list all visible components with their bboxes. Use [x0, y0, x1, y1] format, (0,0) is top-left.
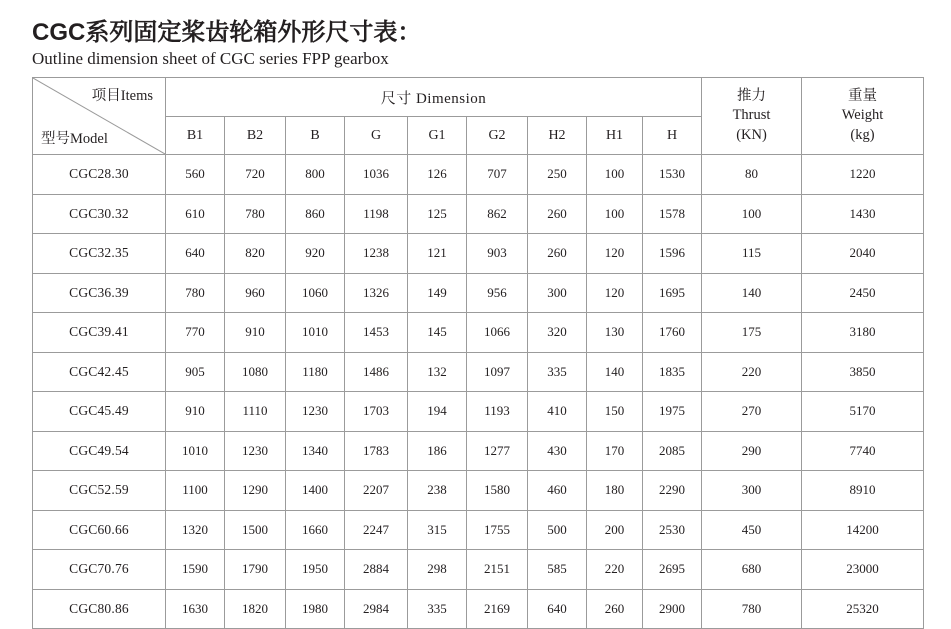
corner-header-cell [33, 78, 166, 155]
cell-h1: 100 [587, 155, 643, 195]
cell-b1: 1630 [166, 589, 225, 629]
column-header-b1: B1 [166, 117, 225, 155]
cell-h: 1760 [643, 313, 702, 353]
column-header-h1: H1 [587, 117, 643, 155]
cell-b1: 1100 [166, 471, 225, 511]
cell-thrust: 270 [702, 392, 802, 432]
cell-h1: 120 [587, 234, 643, 274]
weight-header-line3: (kg) [850, 126, 875, 143]
cell-h: 2695 [643, 550, 702, 590]
column-header-h2: H2 [528, 117, 587, 155]
column-header-b2: B2 [225, 117, 286, 155]
cell-g2: 2151 [467, 550, 528, 590]
weight-header-line1: 重量 [848, 87, 877, 104]
cell-thrust: 450 [702, 510, 802, 550]
table-body [33, 155, 924, 629]
cell-g1: 132 [408, 352, 467, 392]
table-row [33, 431, 924, 471]
cell-b2: 1230 [225, 431, 286, 471]
page-subtitle-english: Outline dimension sheet of CGC series FPP gearbox [32, 49, 389, 68]
cell-h2: 410 [528, 392, 587, 432]
cell-b1: 640 [166, 234, 225, 274]
table-row [33, 352, 924, 392]
cell-b: 1950 [286, 550, 345, 590]
weight-header-cell [802, 78, 924, 155]
thrust-header-line1: 推力 [737, 87, 766, 104]
cell-weight: 14200 [802, 510, 924, 550]
cell-weight: 8910 [802, 471, 924, 511]
cell-b2: 1500 [225, 510, 286, 550]
cell-b2: 1820 [225, 589, 286, 629]
cell-weight: 1220 [802, 155, 924, 195]
cell-thrust: 780 [702, 589, 802, 629]
cell-b2: 780 [225, 194, 286, 234]
cell-b2: 820 [225, 234, 286, 274]
cell-weight: 2040 [802, 234, 924, 274]
table-row [33, 392, 924, 432]
cell-b: 1230 [286, 392, 345, 432]
cell-h2: 585 [528, 550, 587, 590]
cell-g: 1783 [345, 431, 408, 471]
cell-b2: 960 [225, 273, 286, 313]
cell-h1: 130 [587, 313, 643, 353]
cell-h2: 335 [528, 352, 587, 392]
table-row [33, 550, 924, 590]
cell-model: CGC30.32 [33, 194, 166, 234]
cell-b1: 610 [166, 194, 225, 234]
cell-g2: 1193 [467, 392, 528, 432]
column-header-g: G [345, 117, 408, 155]
cell-h: 1530 [643, 155, 702, 195]
cell-weight: 3850 [802, 352, 924, 392]
cell-h1: 140 [587, 352, 643, 392]
cell-h: 2085 [643, 431, 702, 471]
cell-model: CGC36.39 [33, 273, 166, 313]
cell-b2: 1790 [225, 550, 286, 590]
cell-model: CGC42.45 [33, 352, 166, 392]
cell-b: 800 [286, 155, 345, 195]
cell-g1: 194 [408, 392, 467, 432]
cell-thrust: 220 [702, 352, 802, 392]
cell-g1: 186 [408, 431, 467, 471]
cell-h1: 150 [587, 392, 643, 432]
table-row [33, 194, 924, 234]
cell-h2: 460 [528, 471, 587, 511]
cell-g1: 121 [408, 234, 467, 274]
cell-b1: 770 [166, 313, 225, 353]
cell-b: 1010 [286, 313, 345, 353]
cell-g: 1198 [345, 194, 408, 234]
cell-g: 2207 [345, 471, 408, 511]
cell-b1: 560 [166, 155, 225, 195]
corner-model-label: 型号Model [41, 131, 108, 147]
cell-b: 1660 [286, 510, 345, 550]
corner-items-label: 项目Items [91, 88, 153, 104]
table-row [33, 313, 924, 353]
cell-h2: 500 [528, 510, 587, 550]
dimension-table [32, 77, 924, 629]
page-title-chinese: CGC系列固定桨齿轮箱外形尺寸表： [32, 19, 422, 46]
cell-h1: 100 [587, 194, 643, 234]
cell-g: 1486 [345, 352, 408, 392]
header-row-top [33, 78, 924, 117]
thrust-header-cell [702, 78, 802, 155]
cell-g1: 238 [408, 471, 467, 511]
dimension-group-header: 尺寸 Dimension [166, 78, 702, 117]
cell-h1: 180 [587, 471, 643, 511]
cell-weight: 5170 [802, 392, 924, 432]
cell-model: CGC45.49 [33, 392, 166, 432]
table-head [33, 78, 924, 155]
cell-h: 1596 [643, 234, 702, 274]
column-header-g2: G2 [467, 117, 528, 155]
cell-h: 2290 [643, 471, 702, 511]
cell-model: CGC28.30 [33, 155, 166, 195]
cell-h: 1578 [643, 194, 702, 234]
cell-h2: 250 [528, 155, 587, 195]
cell-h: 1835 [643, 352, 702, 392]
cell-h1: 220 [587, 550, 643, 590]
cell-h2: 300 [528, 273, 587, 313]
cell-model: CGC70.76 [33, 550, 166, 590]
cell-b: 1400 [286, 471, 345, 511]
cell-h1: 260 [587, 589, 643, 629]
cell-thrust: 300 [702, 471, 802, 511]
cell-b1: 910 [166, 392, 225, 432]
cell-weight: 1430 [802, 194, 924, 234]
cell-b: 860 [286, 194, 345, 234]
cell-b: 920 [286, 234, 345, 274]
cell-h1: 120 [587, 273, 643, 313]
cell-b2: 910 [225, 313, 286, 353]
cell-thrust: 680 [702, 550, 802, 590]
cell-g1: 125 [408, 194, 467, 234]
cell-b1: 1590 [166, 550, 225, 590]
cell-thrust: 290 [702, 431, 802, 471]
table-row [33, 234, 924, 274]
cell-b: 1340 [286, 431, 345, 471]
cell-h: 2900 [643, 589, 702, 629]
cell-g2: 1580 [467, 471, 528, 511]
cell-g1: 315 [408, 510, 467, 550]
cell-model: CGC80.86 [33, 589, 166, 629]
cell-g1: 145 [408, 313, 467, 353]
cell-model: CGC32.35 [33, 234, 166, 274]
cell-g: 1036 [345, 155, 408, 195]
cell-g: 2884 [345, 550, 408, 590]
cell-b2: 720 [225, 155, 286, 195]
cell-g2: 1097 [467, 352, 528, 392]
cell-h2: 260 [528, 194, 587, 234]
cell-g1: 298 [408, 550, 467, 590]
cell-g2: 2169 [467, 589, 528, 629]
cell-b1: 780 [166, 273, 225, 313]
cell-thrust: 100 [702, 194, 802, 234]
cell-weight: 7740 [802, 431, 924, 471]
cell-b1: 905 [166, 352, 225, 392]
table-row [33, 155, 924, 195]
cell-thrust: 80 [702, 155, 802, 195]
cell-weight: 3180 [802, 313, 924, 353]
weight-header-line2: Weight [841, 107, 884, 124]
thrust-header-line2: Thrust [732, 107, 771, 124]
cell-b2: 1080 [225, 352, 286, 392]
cell-thrust: 140 [702, 273, 802, 313]
cell-b: 1980 [286, 589, 345, 629]
cell-model: CGC49.54 [33, 431, 166, 471]
cell-g2: 956 [467, 273, 528, 313]
cell-g2: 1755 [467, 510, 528, 550]
cell-b2: 1110 [225, 392, 286, 432]
cell-g: 1703 [345, 392, 408, 432]
cell-g1: 149 [408, 273, 467, 313]
column-header-h: H [643, 117, 702, 155]
cell-h2: 430 [528, 431, 587, 471]
cell-model: CGC52.59 [33, 471, 166, 511]
cell-g: 1238 [345, 234, 408, 274]
cell-g1: 126 [408, 155, 467, 195]
cell-weight: 23000 [802, 550, 924, 590]
cell-g2: 862 [467, 194, 528, 234]
cell-g1: 335 [408, 589, 467, 629]
cell-thrust: 115 [702, 234, 802, 274]
cell-b: 1060 [286, 273, 345, 313]
cell-h2: 260 [528, 234, 587, 274]
table-row [33, 273, 924, 313]
cell-b2: 1290 [225, 471, 286, 511]
cell-h: 1975 [643, 392, 702, 432]
cell-weight: 25320 [802, 589, 924, 629]
column-header-g1: G1 [408, 117, 467, 155]
cell-h: 1695 [643, 273, 702, 313]
cell-h2: 320 [528, 313, 587, 353]
cell-g: 2247 [345, 510, 408, 550]
cell-g2: 903 [467, 234, 528, 274]
cell-g2: 1066 [467, 313, 528, 353]
cell-weight: 2450 [802, 273, 924, 313]
cell-h: 2530 [643, 510, 702, 550]
cell-g: 1326 [345, 273, 408, 313]
cell-model: CGC39.41 [33, 313, 166, 353]
cell-h2: 640 [528, 589, 587, 629]
cell-h1: 170 [587, 431, 643, 471]
cell-g: 2984 [345, 589, 408, 629]
cell-h1: 200 [587, 510, 643, 550]
cell-b1: 1010 [166, 431, 225, 471]
cell-g2: 1277 [467, 431, 528, 471]
cell-thrust: 175 [702, 313, 802, 353]
cell-b1: 1320 [166, 510, 225, 550]
cell-g: 1453 [345, 313, 408, 353]
cell-b: 1180 [286, 352, 345, 392]
table-row [33, 471, 924, 511]
cell-g2: 707 [467, 155, 528, 195]
table-row [33, 510, 924, 550]
column-header-b: B [286, 117, 345, 155]
cell-model: CGC60.66 [33, 510, 166, 550]
thrust-header-line3: (KN) [736, 126, 767, 143]
